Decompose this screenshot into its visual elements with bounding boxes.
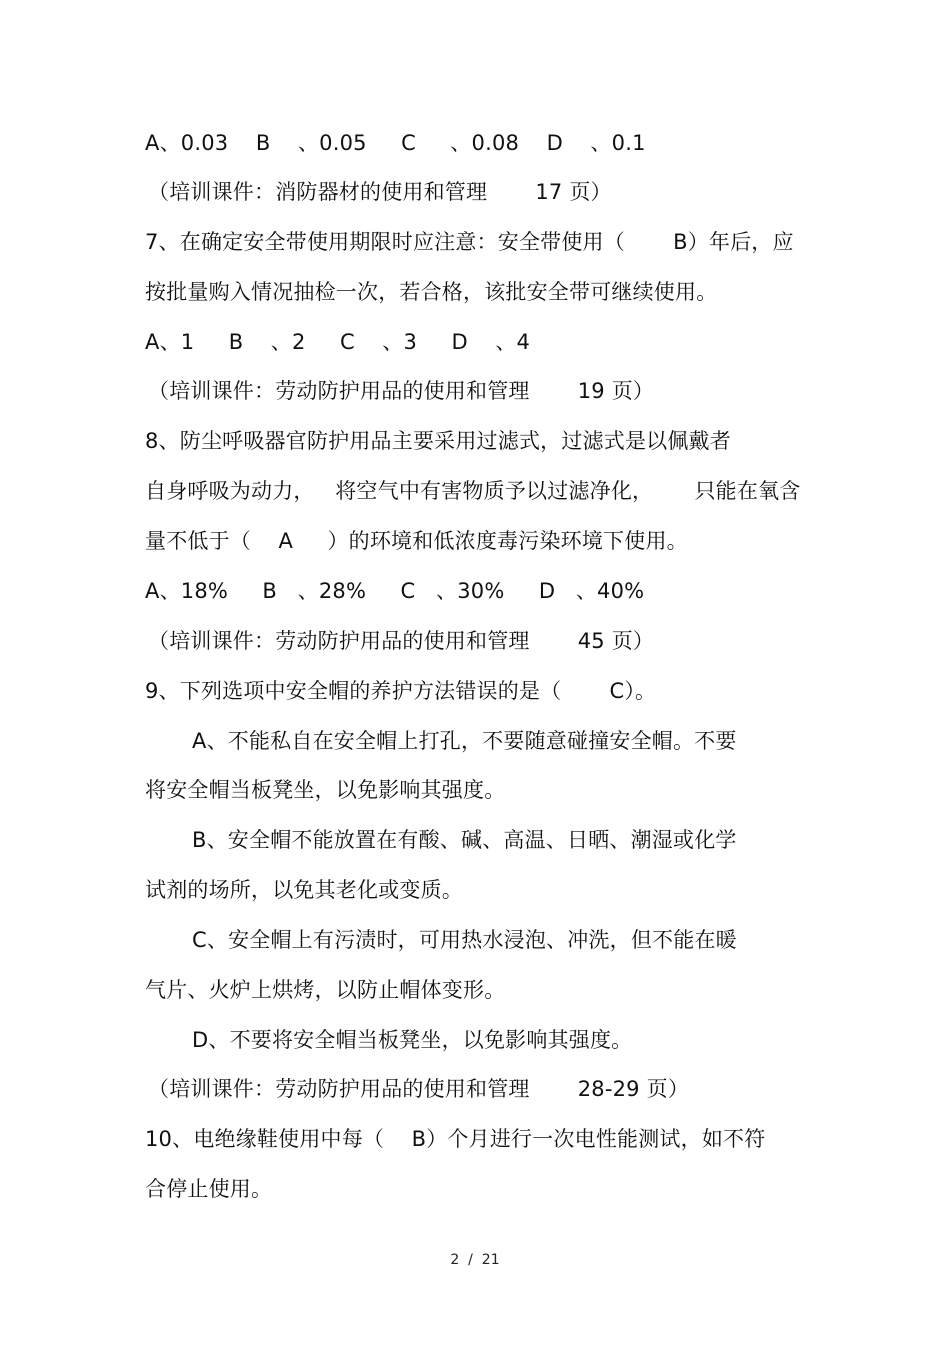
q7-options: A、1 B 、2 C 、3 D 、4 bbox=[145, 330, 531, 354]
q9-option-a-line-1: A、不能私自在安全帽上打孔，不要随意碰撞安全帽。不要 bbox=[192, 729, 737, 753]
q9-option-c-line-1: C、安全帽上有污渍时，可用热水浸泡、冲洗，但不能在暖 bbox=[192, 928, 737, 952]
q6-options: A、0.03 B 、0.05 C 、0.08 D 、0.1 bbox=[145, 131, 646, 155]
q8-options: A、18% B 、28% C 、30% D 、40% bbox=[145, 579, 645, 603]
q7-question-line-2: 按批量购入情况抽检一次，若合格，该批安全带可继续使用。 bbox=[145, 280, 718, 304]
q8-question-line-2: 自身呼吸为动力， 将空气中有害物质予以过滤净化， 只能在氧含 bbox=[145, 479, 801, 503]
q9-option-b-line-2: 试剂的场所，以免其老化或变质。 bbox=[145, 878, 463, 902]
q9-option-d: D、不要将安全帽当板凳坐，以免影响其强度。 bbox=[192, 1028, 633, 1052]
page-number: 2 / 21 bbox=[450, 1252, 500, 1268]
q6-reference: （培训课件：消防器材的使用和管理 17 页） bbox=[148, 180, 612, 204]
q9-option-a-line-2: 将安全帽当板凳坐，以免影响其强度。 bbox=[145, 778, 506, 802]
q9-option-b-line-1: B、安全帽不能放置在有酸、碱、高温、日晒、潮湿或化学 bbox=[192, 828, 737, 852]
q10-question-line-2: 合停止使用。 bbox=[145, 1177, 273, 1201]
q9-option-c-line-2: 气片、火炉上烘烤，以防止帽体变形。 bbox=[145, 978, 506, 1002]
q7-question-line-1: 7、在确定安全带使用期限时应注意：安全带使用（ B）年后，应 bbox=[145, 230, 794, 254]
q9-reference: （培训课件：劳动防护用品的使用和管理 28-29 页） bbox=[148, 1077, 690, 1101]
q9-question: 9、下列选项中安全帽的养护方法错误的是（ C）。 bbox=[145, 679, 657, 703]
q8-reference: （培训课件：劳动防护用品的使用和管理 45 页） bbox=[148, 629, 655, 653]
q8-question-line-1: 8、防尘呼吸器官防护用品主要采用过滤式，过滤式是以佩戴者 bbox=[145, 429, 731, 453]
q8-question-line-3: 量不低于（ A ）的环境和低浓度毒污染环境下使用。 bbox=[145, 529, 688, 553]
q10-question-line-1: 10、电绝缘鞋使用中每（ B）个月进行一次电性能测试，如不符 bbox=[145, 1127, 766, 1151]
q7-reference: （培训课件：劳动防护用品的使用和管理 19 页） bbox=[148, 379, 655, 403]
